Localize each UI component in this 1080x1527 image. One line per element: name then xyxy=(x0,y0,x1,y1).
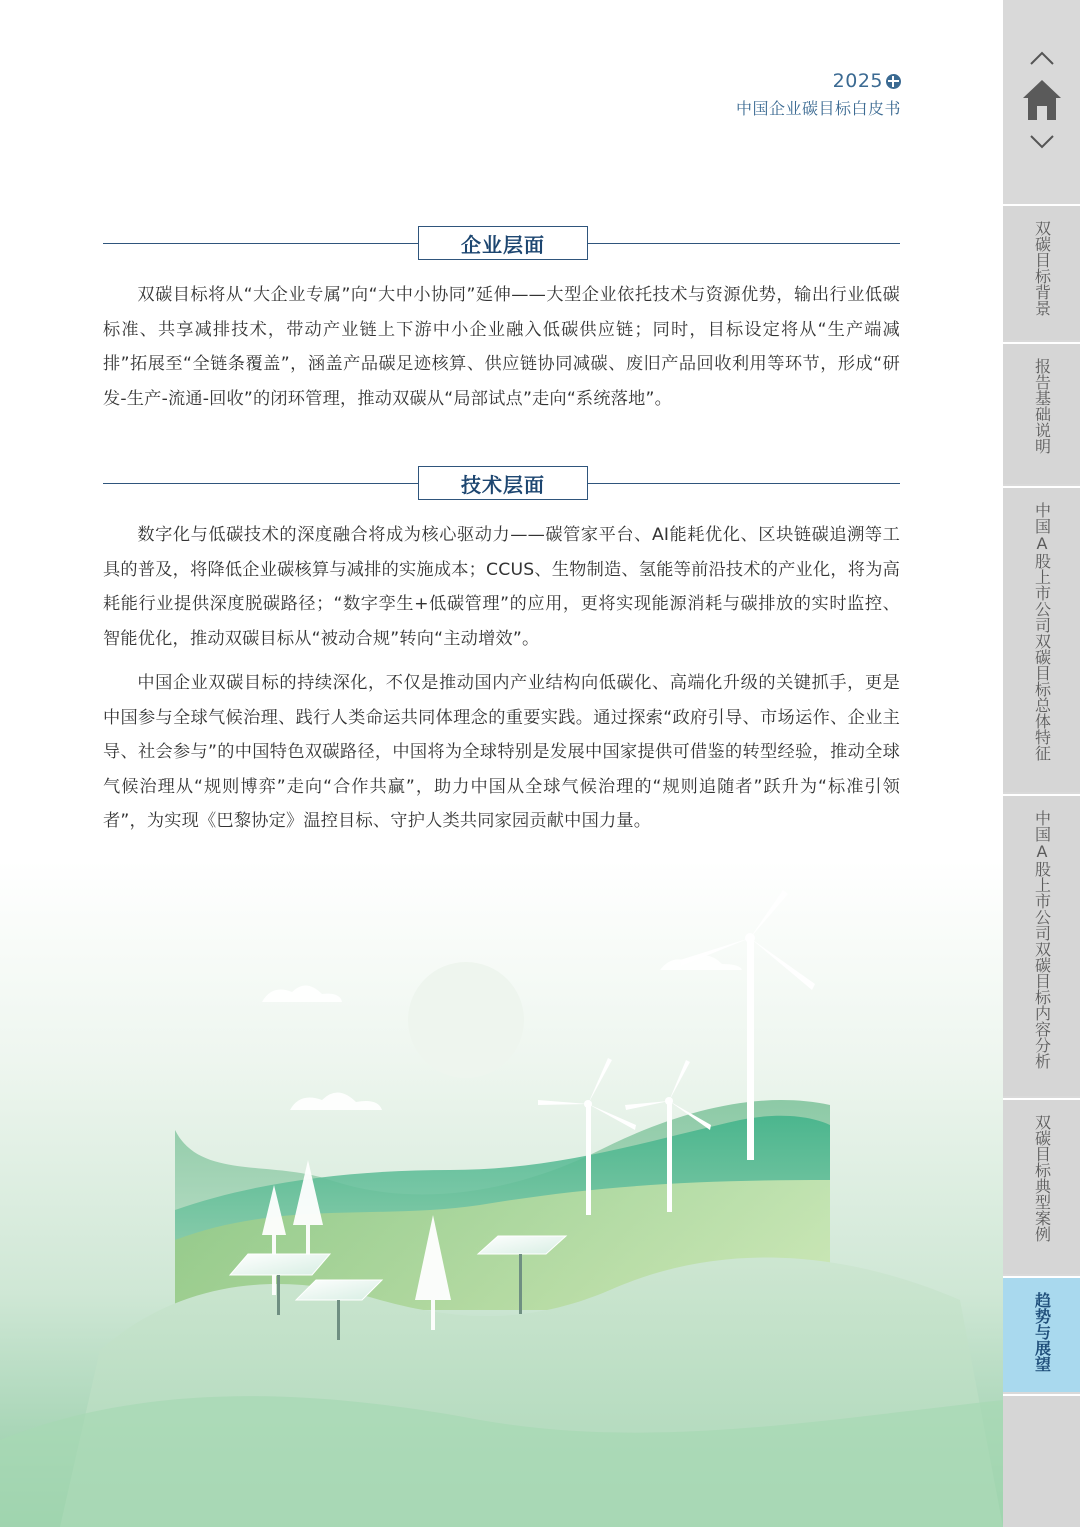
section-title: 企业层面 xyxy=(418,226,588,260)
sidebar-filler xyxy=(1003,1394,1080,1527)
chapter-sidebar xyxy=(1003,0,1080,1527)
tab-dual-carbon-background[interactable] xyxy=(1003,204,1080,340)
tab-label: 双碳目标典型案例 xyxy=(1032,1114,1052,1242)
wind-turbines-landscape-illustration xyxy=(0,880,1003,1527)
chevron-down-icon[interactable] xyxy=(1029,134,1055,150)
year-text: 2025 xyxy=(832,70,883,92)
section-heading-technology xyxy=(103,466,900,500)
tab-trends-outlook[interactable] xyxy=(1003,1276,1080,1392)
tab-label: 中国A股上市公司双碳目标总体特征 xyxy=(1032,502,1052,761)
tab-report-basis[interactable] xyxy=(1003,342,1080,484)
tab-label: 报告基础说明 xyxy=(1032,358,1052,454)
tab-typical-cases[interactable] xyxy=(1003,1098,1080,1274)
paragraph: 中国企业双碳目标的持续深化，不仅是推动国内产业结构向低碳化、高端化升级的关键抓手，更是中国参与全球气候治理、践行人类命运共同体理念的重要实践。通过探索“政府引导、市场运作、企业主导、社会参与”的中国特色双碳路径，中国将为全球特别是发展中国家提供可借鉴的转型经验，推动全球气候治理从“规则博弈”走向“合作共赢”，助力中国从全球气候治理的“规则追随者”跃升为“标准引领者”，为实现《巴黎协定》温控目标、守护人类共同家园贡献中国力量。 xyxy=(103,673,900,831)
tab-label: 双碳目标背景 xyxy=(1032,220,1052,316)
paragraph: 双碳目标将从“大企业专属”向“大中小协同”延伸——大型企业依托技术与资源优势，输出行业低碳标准、共享减排技术，带动产业链上下游中小企业融入低碳供应链；同时，目标设定将从“生产端减排”拓展至“全链条覆盖”，涵盖产品碳足迹核算、供应链协同减碳、废旧产品回收利用等环节，形成“研发-生产-流通-回收”的闭环管理，推动双碳从“局部试点”走向“系统落地”。 xyxy=(103,285,900,409)
section-title: 技术层面 xyxy=(418,466,588,500)
tab-label: 趋势与展望 xyxy=(1032,1292,1052,1372)
section-heading-enterprise xyxy=(103,226,900,260)
paragraph: 数字化与低碳技术的深度融合将成为核心驱动力——碳管家平台、AI能耗优化、区块链碳追溯等工具的普及，将降低企业碳核算与减排的实施成本；CCUS、生物制造、氢能等前沿技术的产业化，将为高耗能行业提供深度脱碳路径；“数字孪生+低碳管理”的应用，更将实现能源消耗与碳排放的实时监控、智能优化，推动双碳目标从“被动合规”转向“主动增效”。 xyxy=(103,525,900,649)
home-icon[interactable] xyxy=(1021,78,1063,122)
chevron-up-icon[interactable] xyxy=(1029,50,1055,66)
globe-icon xyxy=(886,74,901,89)
sidebar-nav xyxy=(1003,0,1080,202)
tab-overall-features[interactable] xyxy=(1003,486,1080,792)
report-year xyxy=(833,70,901,92)
page-header xyxy=(736,70,901,119)
tab-content-analysis[interactable] xyxy=(1003,794,1080,1096)
report-title: 中国企业碳目标白皮书 xyxy=(735,99,901,118)
tab-label: 中国A股上市公司双碳目标内容分析 xyxy=(1032,810,1052,1069)
